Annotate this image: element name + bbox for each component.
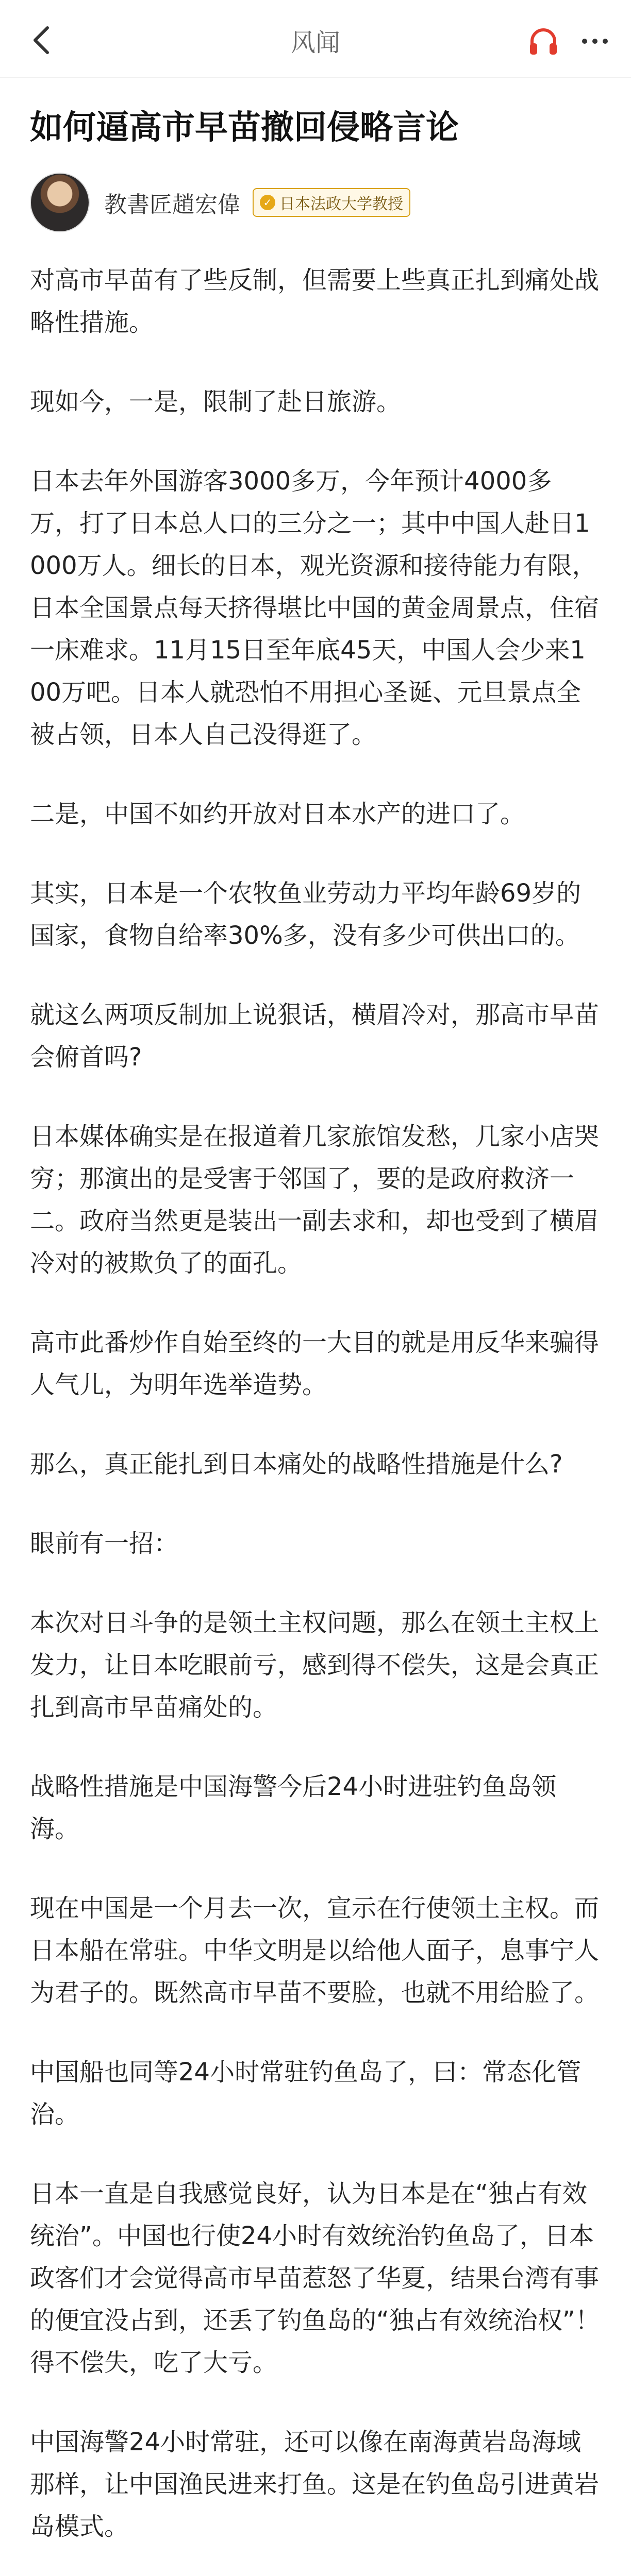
article-paragraph: 现在中国是一个月去一次，宣示在行使领土主权。而日本船在常驻。中华文明是以给他人面子，息事宁人为君子的。既然高市早苗不要脸，也就不用给脸了。 [30,1894,600,2007]
author-row[interactable] [30,166,601,239]
article-paragraph: 那么，真正能扎到日本痛处的战略性措施是什么? [30,1450,563,1479]
app-name: 风闻 [290,28,340,57]
top-navigation-bar [0,0,631,78]
article-paragraph: 对高市早苗有了些反制，但需要上些真正扎到痛处战略性措施。 [30,266,600,337]
article-paragraph: 眼前有一招： [30,1529,179,1558]
author-avatar[interactable] [30,173,90,232]
article-body [30,259,601,2576]
article-title: 如何逼高市早苗撤回侵略言论 [30,109,459,147]
article-container [0,105,631,2576]
headphones-icon [527,25,560,58]
more-options-button[interactable] [574,21,616,62]
article-paragraph: 中国船也同等24小时常驻钓鱼岛了，曰：常态化管治。 [30,2058,582,2129]
article-paragraph: 本次对日斗争的是领土主权问题，那么在领土主权上发力，让日本吃眼前亏，感到得不偿失，这是会真正扎到高市早苗痛处的。 [30,1608,600,1722]
article-paragraph: 二是，中国不如约开放对日本水产的进口了。 [30,800,525,828]
verified-icon: ✓ [260,195,275,210]
article-paragraph: 其实，日本是一个农牧鱼业劳动力平均年龄69岁的国家，食物自给率30%多，没有多少可供出口的。 [30,879,582,950]
article-paragraph: 现如今，一是，限制了赴日旅游。 [30,387,402,416]
listen-button[interactable] [523,21,564,62]
article-paragraph: 高市此番炒作自始至终的一大目的就是用反华来骗得人气儿，为明年选举造势。 [30,1328,600,1399]
article-paragraph: 日本一直是自我感觉良好，认为日本是在“独占有效统治”。中国也行使24小时有效统治钓鱼岛了，日本政客们才会觉得高市早苗惹怒了华夏，结果台湾有事的便宜没占到，还丢了钓鱼岛的“独占有效统治权”！得不偿失，吃了大亏。 [30,2179,600,2377]
author-badge [253,188,410,217]
article-paragraph: 中国海警24小时常驻，还可以像在南海黄岩岛海域那样，让中国渔民进来打鱼。这是在钓鱼岛引进黄岩岛模式。 [30,2428,600,2541]
article-paragraph: 日本媒体确实是在报道着几家旅馆发愁，几家小店哭穷；那演出的是受害于邻国了，要的是政府救济一二。政府当然更是装出一副去求和，却也受到了横眉冷对的被欺负了的面孔。 [30,1122,600,1278]
article-paragraph: 日本去年外国游客3000多万，今年预计4000多万，打了日本总人口的三分之一；其中中国人赴日1000万人。细长的日本，观光资源和接待能力有限，日本全国景点每天挤得堪比中国的黄金周景点，住宿一床难求。11月15日至年底45天，中国人会少来100万吧。日本人就恐怕不用担心圣诞、元旦景点全被占领，日本人自己没得逛了。 [30,467,600,749]
author-name[interactable]: 教書匠趙宏偉 [104,192,240,218]
article-paragraph: 战略性措施是中国海警今后24小时进驻钓鱼岛领海。 [30,1772,557,1843]
more-dots-icon [582,39,587,44]
article-paragraph: 就这么两项反制加上说狠话，横眉冷对，那高市早苗会俯首吗? [30,1001,600,1072]
author-badge-label: 日本法政大学教授 [279,195,403,213]
